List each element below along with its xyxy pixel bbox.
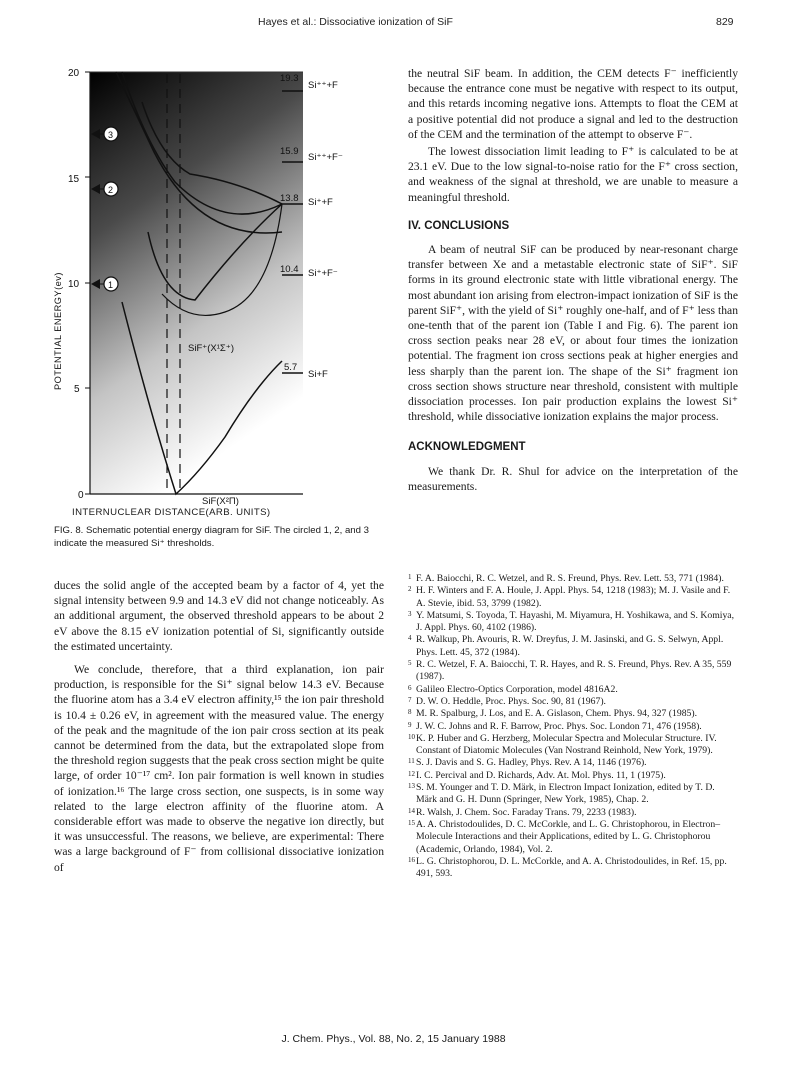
level-value: 10.4 [280, 264, 299, 275]
paragraph: A beam of neutral SiF can be produced by near-resonant charge transfer between Xe and a metastable electronic state of SiF⁺. SiF forms in its ground electronic state with little vibrational energy. The most abundant ion arising from electron-impact ionization of SiF is the parent SiF⁺, with the yield of Si⁺ roughly one-half, and of F⁺ less than one-tenth that of the parent ion (Table I and Fig. 6). The parent ion cross section peaks near 28 eV, or about four times the ionization potential. The fragment ion cross sections peak at higher energies and less sharply than the parent ion. The shape of the Si⁺ fragment ion cross section shows structure near threshold, consistent with multiple dissociation processes. Ion pair production explains the lowest Si⁺ threshold, while dissociative ionization explains the major process. [408, 243, 738, 424]
x-axis-label: INTERNUCLEAR DISTANCE(ARB. UNITS) [72, 507, 271, 518]
reference-item: 11 S. J. Davis and S. G. Hadley, Phys. Rev. A 14, 1146 (1976). [408, 757, 647, 769]
y-tick-label: 10 [68, 279, 80, 290]
reference-item: 6 Galileo Electro-Optics Corporation, model 4816A2. [408, 683, 618, 695]
level-value: 13.8 [280, 193, 299, 204]
level-label: Si⁺⁺+F [308, 80, 338, 91]
paragraph: We conclude, therefore, that a third explanation, ion pair production, is responsible for the Si⁺ signal below 14.3 eV. Because the fluorine atom has a 3.4 eV electron affinity,¹⁵ the ion pair threshold is 10.4 ± 0.26 eV, in agreement with the measured value. The energy of the peak and the magnitude of the ion pair cross section at its peak cannot be determined from the data, but the extrapolated slope from the threshold region suggests that the peak cross section might be quite large, of order 10⁻¹⁷ cm². Ion pair formation is well known in studies of ionization.¹⁶ The large cross section, one suspects, is in some way related to the large electron affinity of the fluorine atom. A considerable effort was made to observe the negative ion directly, but it was unsuccessful. The reasons, we believe, are experimental: There was a large background of F⁻ from collisional dissociative ionization of [54, 663, 384, 874]
right-column [408, 66, 738, 494]
plot-background [90, 72, 303, 494]
threshold-marker-label: 1 [108, 280, 114, 290]
page-number: 829 [716, 16, 734, 28]
reference-item: 1 F. A. Baiocchi, R. C. Wetzel, and R. S. Freund, Phys. Rev. Lett. 53, 771 (1984). [408, 573, 724, 584]
potential-energy-diagram [50, 62, 380, 517]
reference-item: 8 M. R. Spalburg, J. Los, and E. A. Gislason, Chem. Phys. 94, 327 (1985). [408, 708, 698, 720]
level-label: Si⁺⁺+F⁻ [308, 152, 343, 163]
level-label: Si+F [308, 369, 328, 380]
state-label-ground: SiF(X²Π) [202, 496, 239, 507]
paragraph: duces the solid angle of the accepted beam by a factor of 4, yet the signal intensity between 9.9 and 14.3 eV did not change noticeably. As an additional argument, the observed threshold appears to be about 2 eV above the 8.15 eV ionization potential of Si, significantly outside the estimated uncertainty. [54, 579, 384, 653]
paragraph: We thank Dr. R. Shul for advice on the interpretation of the measurements. [408, 464, 738, 493]
reference-item: 2 H. F. Winters and F. A. Houle, J. Appl. Phys. 54, 1218 (1983); M. J. Vasile and F. A. Stevie, ibid. 53, 3799 (1982). [408, 585, 731, 609]
reference-item: 4 R. Walkup, Ph. Avouris, R. W. Dreyfus, J. M. Jasinski, and G. S. Selwyn, Appl. Phys. Lett. 45, 372 (1984). [408, 634, 724, 658]
figure-caption: FIG. 8. Schematic potential energy diagram for SiF. The circled 1, 2, and 3 indicate the measured Si⁺ thresholds. [54, 525, 369, 549]
y-tick-label: 5 [74, 384, 80, 395]
paragraph: the neutral SiF beam. In addition, the CEM detects F⁻ inefficiently because the entrance cone must be negative with respect to its output, and this retards incoming negative ions. Attempts to float the CEM at a positive potential did not produce a signal and led to the destruction of the CEM and the termination of the attempt to observe F⁻. [408, 67, 738, 141]
running-title: Hayes et al.: Dissociative ionization of SiF [258, 16, 453, 28]
reference-item: 14 R. Walsh, J. Chem. Soc. Faraday Trans. 79, 2233 (1983). [408, 806, 637, 818]
reference-item: 7 D. W. O. Heddle, Proc. Phys. Soc. 90, 81 (1967). [408, 695, 606, 707]
reference-item: 9 J. W. C. Johns and R. F. Barrow, Proc. Phys. Soc. London 71, 476 (1958). [408, 720, 702, 732]
y-tick-label: 0 [78, 490, 84, 501]
level-value: 19.3 [280, 73, 299, 84]
reference-item: 10 K. P. Huber and G. Herzberg, Molecular Spectra and Molecular Structure. IV. Constant of Diatomic Molecules (Van Nostrand Reinhold, New York, 1979). [408, 732, 717, 757]
level-value: 5.7 [284, 362, 298, 373]
journal-citation-footer: J. Chem. Phys., Vol. 88, No. 2, 15 January 1988 [281, 1033, 506, 1045]
y-axis-label: POTENTIAL ENERGY(ev) [53, 272, 63, 390]
reference-item: 16 L. G. Christophorou, D. L. McCorkle, and A. A. Christodoulides, in Ref. 15, pp. 491, 593. [408, 855, 727, 880]
reference-item: 12 I. C. Percival and D. Richards, Adv. At. Mol. Phys. 11, 1 (1975). [408, 769, 666, 781]
section-heading-acknowledgment: ACKNOWLEDGMENT [408, 441, 526, 454]
reference-item: 5 R. C. Wetzel, F. A. Baiocchi, T. R. Hayes, and R. S. Freund, Phys. Rev. A 35, 559 (1987). [408, 659, 732, 683]
left-column [54, 578, 384, 875]
level-label: Si⁺+F⁻ [308, 268, 338, 279]
paragraph: The lowest dissociation limit leading to F⁺ is calculated to be at 23.1 eV. Due to the low signal-to-noise ratio for the F⁺ cross section, and weakness of the signal at threshold, we are unable to measure a meaningful threshold. [408, 145, 738, 204]
section-heading-conclusions: IV. CONCLUSIONS [408, 219, 510, 232]
level-value: 15.9 [280, 146, 299, 157]
reference-item: 3 Y. Matsumi, S. Toyoda, T. Hayashi, M. Miyamura, H. Yoshikawa, and S. Komiya, J. Appl. Phys. 60, 4102 (1986). [408, 609, 735, 634]
threshold-marker-label: 2 [108, 185, 114, 195]
level-label: Si⁺+F [308, 197, 333, 208]
reference-list [408, 573, 738, 880]
reference-item: 13 S. M. Younger and T. D. Märk, in Electron Impact Ionization, edited by T. D. Märk and G. H. Dunn (Springer, New York, 1985), Chap. 2. [408, 782, 715, 806]
state-label-ion: SiF⁺(X¹Σ⁺) [188, 343, 234, 354]
y-tick-label: 20 [68, 68, 80, 79]
y-tick-label: 15 [68, 174, 80, 185]
reference-item: 15 A. A. Christodoulides, D. C. McCorkle, and L. G. Christophorou, in Electron–Molecule Interactions and their Applications, edited by L. G. Christophorou (Academic, Orlando, 1984), Vol. 2. [408, 818, 721, 855]
threshold-marker-label: 3 [108, 130, 114, 140]
